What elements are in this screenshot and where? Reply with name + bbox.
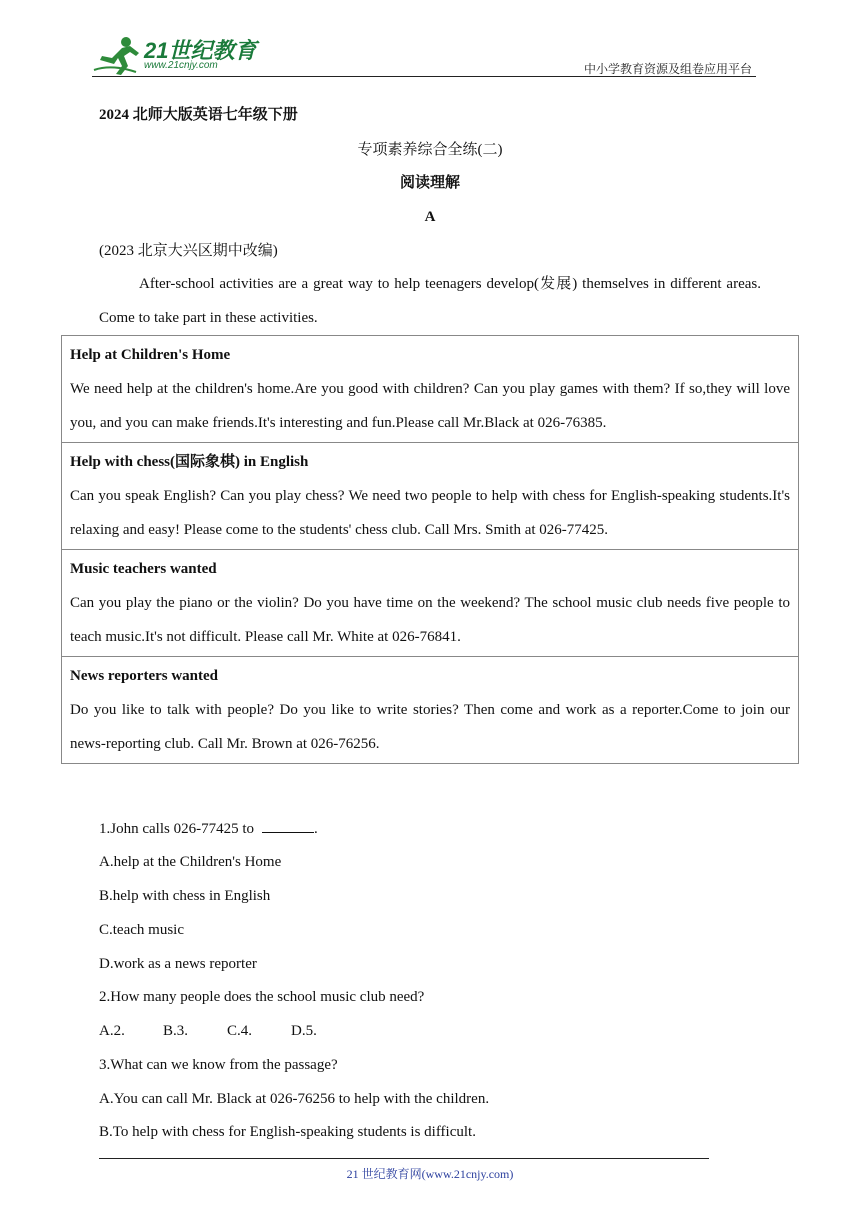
logo-sub-text: www.21cnjy.com [144, 60, 218, 71]
intro-paragraph [99, 267, 761, 335]
section-title: 专项素养综合全练(二) [357, 142, 503, 158]
q1-option-d: D.work as a news reporter [99, 956, 257, 972]
q2-option-a: A.2. [99, 1023, 125, 1039]
logo-main-text: 21世纪教育 [144, 38, 257, 63]
site-logo [92, 36, 262, 80]
page-header [92, 30, 758, 78]
intro-text: After-school activities are a great way to help teenagers develop(发展) themselves in different areas. Come to take part in these activities. [99, 276, 761, 326]
ad-news [62, 657, 798, 763]
q2-options [99, 1021, 355, 1041]
question-1 [99, 818, 318, 839]
runner-logo-icon [92, 36, 142, 76]
answer-blank [262, 818, 314, 833]
question-1-text: 1.John calls 026-77425 to [99, 821, 254, 837]
ad-body: Do you like to talk with people? Do you like to write stories? Then come and work as a reporter.Come to join our news-reporting club. Call Mr. Brown at 026-76256. [70, 702, 790, 752]
part-label: A [424, 209, 436, 225]
question-2: 2.How many people does the school music club need? [99, 989, 425, 1005]
q1-option-b: B.help with chess in English [99, 888, 271, 904]
platform-name: 中小学教育资源及组卷应用平台 [583, 62, 752, 76]
q1-option-a: A.help at the Children's Home [99, 854, 282, 870]
ad-chess [62, 443, 798, 550]
q2-option-c: C.4. [227, 1023, 253, 1039]
ad-children-home [62, 336, 798, 443]
ad-music [62, 550, 798, 657]
footer-text[interactable]: 21 世纪教育网(www.21cnjy.com) [346, 1167, 514, 1181]
q1-option-c: C.teach music [99, 922, 184, 938]
activities-table [61, 335, 799, 764]
ad-body: We need help at the children's home.Are you good with children? Can you play games with them? If so,they will love you, and you can make friends.It's interesting and fun.Please call Mr.Black at 026-76385. [70, 381, 790, 431]
q3-option-a: A.You can call Mr. Black at 026-76256 to help with the children. [99, 1091, 490, 1107]
question-1-period: . [314, 821, 318, 837]
ad-title: News reporters wanted [70, 668, 219, 684]
book-title: 2024 北师大版英语七年级下册 [99, 107, 298, 123]
ad-body: Can you play the piano or the violin? Do you have time on the weekend? The school music club needs five people to teach music.It's not difficult. Please call Mr. White at 026-76841. [70, 595, 790, 645]
header-divider [92, 76, 756, 77]
q2-option-d: D.5. [291, 1023, 317, 1039]
subtitle: 阅读理解 [399, 175, 460, 191]
source-note: (2023 北京大兴区期中改编) [99, 243, 278, 259]
ad-title: Help with chess(国际象棋) in English [70, 454, 309, 470]
ad-title: Music teachers wanted [70, 561, 217, 577]
q2-option-b: B.3. [163, 1023, 189, 1039]
q3-option-b: B.To help with chess for English-speaking students is difficult. [99, 1124, 476, 1140]
question-3: 3.What can we know from the passage? [99, 1057, 338, 1073]
footer-divider [99, 1158, 709, 1159]
ad-title: Help at Children's Home [70, 347, 231, 363]
ad-body: Can you speak English? Can you play chess? We need two people to help with chess for English-speaking students.It's relaxing and easy! Please come to the students' chess club. Call Mrs. Smith at 026-77425. [70, 488, 790, 538]
